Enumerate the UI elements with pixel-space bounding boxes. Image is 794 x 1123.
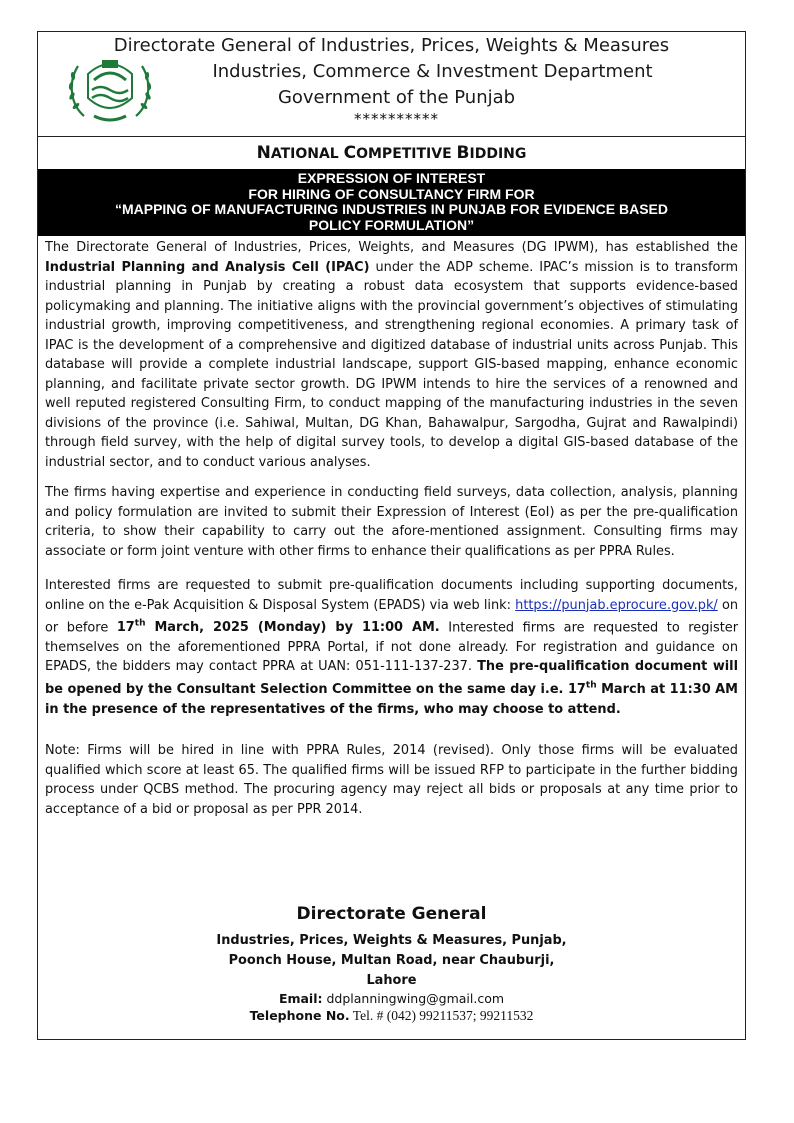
page-title: NATIONAL COMPETITIVE BIDDING: [256, 143, 527, 163]
header-line-3: Government of the Punjab: [277, 87, 516, 108]
signature-email: Email: ddplanningwing@gmail.com: [278, 991, 505, 1006]
banner-line-1: EXPRESSION OF INTEREST: [297, 170, 486, 186]
banner-line-2: FOR HIRING OF CONSULTANCY FIRM FOR: [248, 185, 535, 202]
header-line-2: Industries, Commerce & Investment Department: [212, 61, 653, 82]
header-line-1: Directorate General of Industries, Prices, Weights & Measures: [113, 35, 670, 56]
document-frame: [37, 31, 746, 1040]
paragraph-intro: The Directorate General of Industries, Prices, Weights, and Measures (DG IPWM), has established the Industrial Planning and Analysis Cell (IPAC) under the ADP scheme. IPAC’s mission is to transform industrial planning in Punjab by creating a robust data ecosystem that supports evidence-based policymaking and planning. The initiative aligns with the provincial government’s objectives of stimulating industrial growth, improving competitiveness, and strengthening regional economies. A primary task of IPAC is the development of a comprehensive and digitized database of industrial units across Punjab. This database will provide a complete industrial landscape, support GIS-based mapping, enhance economic planning, and facilitate private sector growth. DG IPWM intends to hire the services of a renowned and well reputed registered Consulting Firm, to conduct mapping of the manufacturing industries in the seven divisions of the province (i.e. Sahiwal, Multan, DG Khan, Bahawalpur, Sargodha, Gujrat and Rawalpindi) through field survey, with the help of digital survey tools, to develop a digital GIS-based database of the industrial sector, and to conduct various analyses.: [45, 240, 738, 470]
epads-link[interactable]: https://punjab.eprocure.gov.pk/: [515, 597, 718, 613]
signature-title: Directorate General: [296, 904, 487, 924]
header-separator-stars: **********: [354, 110, 439, 128]
paragraph-note: Note: Firms will be hired in line with PPRA Rules, 2014 (revised). Only those firms will be evaluated qualified which score at least 65. The qualified firms will be issued RFP to participate in the further bidding process under QCBS method. The procuring agency may reject all bids or proposals at any time prior to acceptance of a bid or proposal as per PPR 2014.: [45, 743, 738, 817]
email-address[interactable]: ddplanningwing@gmail.com: [322, 991, 505, 1006]
paragraph-invitation: The firms having expertise and experience in conducting field surveys, data collection, analysis, planning and policy formulation are invited to submit their Expression of Interest (EoI) as per the pre-qualification criteria, to show their capability to carry out the afore-mentioned assignment. Consulting firms may associate or form joint venture with other firms to enhance their qualifications as per PPRA Rules.: [45, 485, 738, 559]
divider: [38, 136, 745, 137]
banner-line-3: “MAPPING OF MANUFACTURING INDUSTRIES IN PUNJAB FOR EVIDENCE BASED: [114, 201, 669, 218]
signature-telephone: Telephone No. Tel. # (042) 99211537; 99211532: [249, 1008, 534, 1023]
eoi-banner: [38, 169, 745, 236]
banner-line-4: POLICY FORMULATION”: [308, 216, 475, 233]
paragraph-submission: Interested firms are requested to submit pre-qualification documents including supporting documents, online on the e-Pak Acquisition & Disposal System (EPADS) via web link: https://punjab.eprocure.gov.pk/ on or before 17th March, 2025 (Monday) by 11:00 AM. Interested firms are requested to register themselves on the aforementioned PPRA Portal, if not done already. For registration and guidance on EPADS, the bidders may contact PPRA at UAN: 051-111-137-237. The pre-qualification document will be opened by the Consultant Selection Committee on the same day i.e. 17th March at 11:30 AM in the presence of the representatives of the firms, who may choose to attend.: [45, 578, 739, 717]
signature-address: Industries, Prices, Weights & Measures, Punjab, Poonch House, Multan Road, near Chauburji, Lahore: [216, 933, 567, 988]
